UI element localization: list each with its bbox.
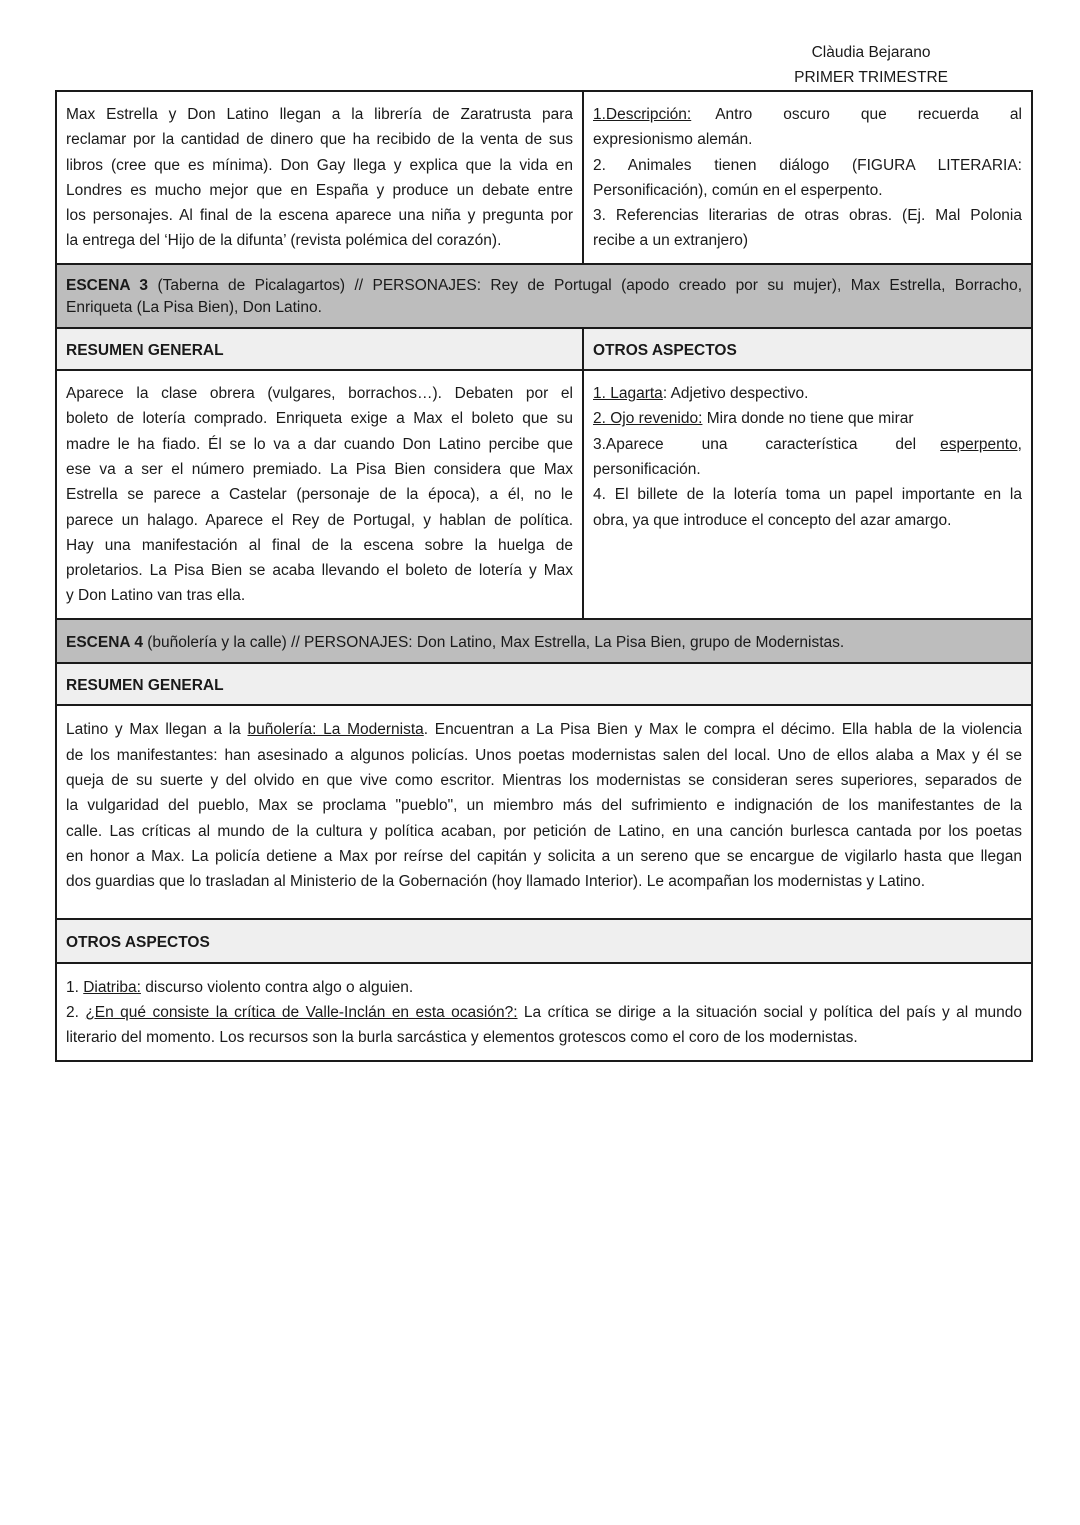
summary-line bbox=[66, 717, 1022, 742]
aspect-item bbox=[593, 381, 1022, 406]
scene4-summary-row bbox=[56, 705, 1032, 919]
summary-header: RESUMEN GENERAL bbox=[56, 663, 1032, 705]
aspect-label: esperpento, bbox=[940, 435, 1022, 453]
aspect-text: literario del momento. Los recursos son la burla sarcástica y elementos grotescos como el coro de los modernistas. bbox=[66, 1029, 858, 1047]
scene-description: (Taberna de Picalagartos) // PERSONAJES: Rey de Portugal (apodo creado por su mujer), Max Estrella, Borracho, bbox=[148, 276, 1022, 294]
scene3-title bbox=[56, 264, 1032, 328]
scene-label: ESCENA 3 bbox=[66, 276, 149, 294]
summary-line: Aparece la clase obrera (vulgares, borrachos…). Debaten por el bbox=[66, 385, 573, 403]
summary-line: de los manifestantes: han asesinado a algunos policías. Unos poetas modernistas salen del local. Uno de ellos alaba a Max y él se bbox=[66, 746, 1022, 764]
aspect-label: ¿En qué consiste la crítica de Valle-Inclán en esta ocasión?: bbox=[85, 1004, 518, 1022]
summary-text: . Encuentran a La Pisa Bien y Max le compra el décimo. Ella habla de la violencia bbox=[423, 721, 1023, 739]
aspect-text: 3.Aparece una característica del bbox=[593, 435, 917, 453]
summary-line: madre le ha fiado. Él se lo va a dar cuando Don Latino percibe que bbox=[66, 435, 573, 453]
summary-line: calle. Las críticas al mundo de la cultura y política acaban, por petición de Latino, en una canción burlesca cantada por los poetas bbox=[66, 822, 1022, 840]
aspect-item bbox=[593, 432, 1022, 457]
scene-description: Enriqueta (La Pisa Bien), Don Latino. bbox=[66, 298, 322, 316]
summary-line: Estrella se parece a Castelar (personaje de la época), a él, no le bbox=[66, 486, 573, 504]
aspect-item: 4. El billete de la lotería toma un papel importante en la bbox=[593, 486, 1022, 504]
summary-line: libros (cree que es mínima). Don Gay llega y explica que la vida en bbox=[66, 156, 573, 174]
aspect-text: discurso violento contra algo o alguien. bbox=[140, 978, 414, 996]
scene3-row bbox=[56, 370, 1032, 619]
summary-line: parece un halago. Aparece el Rey de Portugal, y hablan de política. bbox=[66, 511, 573, 529]
aspect-label: Diatriba: bbox=[83, 978, 141, 996]
author-name: Clàudia Bejarano bbox=[811, 44, 931, 61]
place-name: buñolería: La Modernista bbox=[247, 721, 424, 739]
term-label: PRIMER TRIMESTRE bbox=[794, 69, 948, 86]
summary-line: reclamar por la cantidad de dinero que ha recibido de la venta de sus bbox=[66, 131, 573, 149]
aspect-label: 1.Descripción: bbox=[593, 106, 692, 123]
summary-line: proletarios. La Pisa Bien se acaba llevando el boleto de lotería y Max bbox=[66, 562, 573, 580]
aspect-label: 1. Lagarta bbox=[593, 385, 663, 403]
aspect-text: expresionismo alemán. bbox=[593, 131, 753, 149]
aspect-text: recibe a un extranjero) bbox=[593, 232, 749, 250]
aspect-text: Antro oscuro que recuerda al bbox=[715, 106, 1022, 123]
summary-line: queja de su suerte y del olvido en que vive como escritor. Mientras los modernistas se consideran seres superiores, separados de bbox=[66, 771, 1022, 789]
summary-line: la vulgaridad del pueblo, Max se proclama "pueblo", un miembro más del sufrimiento e indignación de los manifestantes de la bbox=[66, 797, 1022, 815]
scene-label: ESCENA 4 bbox=[66, 633, 143, 651]
scene3-aspects bbox=[583, 370, 1032, 619]
summary-line: boleto de lotería comprado. Enriqueta exige a Max el boleto que su bbox=[66, 410, 573, 428]
scene3-title-row bbox=[56, 264, 1032, 328]
summary-line: Hay una manifestación al final de la escena sobre la huelga de bbox=[66, 536, 573, 554]
scene2-row bbox=[56, 91, 1032, 264]
aspect-item: 3. Referencias literarias de otras obras. (Ej. Mal Polonia bbox=[593, 207, 1022, 225]
summary-line: la entrega del ‘Hijo de la difunta’ (revista polémica del corazón). bbox=[66, 232, 502, 250]
aspect-item bbox=[66, 1000, 1022, 1025]
summary-header: RESUMEN GENERAL bbox=[56, 328, 583, 370]
aspects-header: OTROS ASPECTOS bbox=[583, 328, 1032, 370]
aspect-item bbox=[66, 975, 1022, 1000]
scene2-summary bbox=[56, 91, 583, 264]
aspect-text: obra, ya que introduce el concepto del azar amargo. bbox=[593, 511, 952, 529]
scene2-aspects bbox=[583, 91, 1032, 264]
scene4-summary bbox=[56, 705, 1032, 919]
aspects-header: OTROS ASPECTOS bbox=[56, 919, 1032, 962]
aspect-item bbox=[593, 406, 1022, 431]
scene4-title-row bbox=[56, 619, 1032, 663]
summary-line: dos guardias que lo trasladan al Ministerio de la Gobernación (hoy llamado Interior). Le acompañan los modernistas y Latino. bbox=[66, 873, 926, 891]
aspect-number: 1. bbox=[66, 978, 84, 996]
aspect-text: Mira donde no tiene que mirar bbox=[702, 410, 914, 428]
aspect-text: La crítica se dirige a la situación social y política del país y al mundo bbox=[517, 1004, 1023, 1022]
aspect-label: 2. Ojo revenido: bbox=[593, 410, 703, 428]
scene3-header-row bbox=[56, 328, 1032, 370]
scene3-summary bbox=[56, 370, 583, 619]
scene4-aspects bbox=[56, 963, 1032, 1061]
aspect-text: : Adjetivo despectivo. bbox=[662, 385, 809, 403]
aspect-item bbox=[593, 102, 1022, 127]
page-header bbox=[794, 40, 948, 90]
scene4-aspects-header-row bbox=[56, 919, 1032, 962]
summary-line: Max Estrella y Don Latino llegan a la librería de Zaratrusta para bbox=[66, 106, 573, 123]
scene-description: (buñolería y la calle) // PERSONAJES: Don Latino, Max Estrella, La Pisa Bien, grupo de Modernistas. bbox=[142, 633, 845, 651]
summary-text: Latino y Max llegan a la bbox=[66, 721, 248, 739]
summary-line: Londres es mucho mejor que en España y produce un debate entre bbox=[66, 181, 573, 199]
summary-line: en honor a Max. La policía detiene a Max por reírse del capitán y solicita a un sereno que se encargue de vigilarlo hasta que llegan bbox=[66, 847, 1022, 865]
summary-line: y Don Latino van tras ella. bbox=[66, 587, 246, 605]
summary-line: ese va a ser el número premiado. La Pisa Bien considera que Max bbox=[66, 460, 573, 478]
aspect-number: 2. bbox=[66, 1004, 86, 1022]
aspect-text: Personificación), común en el esperpento. bbox=[593, 181, 883, 199]
aspect-item: 2. Animales tienen diálogo (FIGURA LITERARIA: bbox=[593, 156, 1022, 174]
scene4-summary-header-row bbox=[56, 663, 1032, 705]
scene4-aspects-row bbox=[56, 963, 1032, 1061]
summary-line: los personajes. Al final de la escena aparece una niña y pregunta por bbox=[66, 207, 573, 225]
scene-table bbox=[55, 90, 1033, 1062]
scene4-title bbox=[56, 619, 1032, 663]
aspect-text: personificación. bbox=[593, 460, 701, 478]
